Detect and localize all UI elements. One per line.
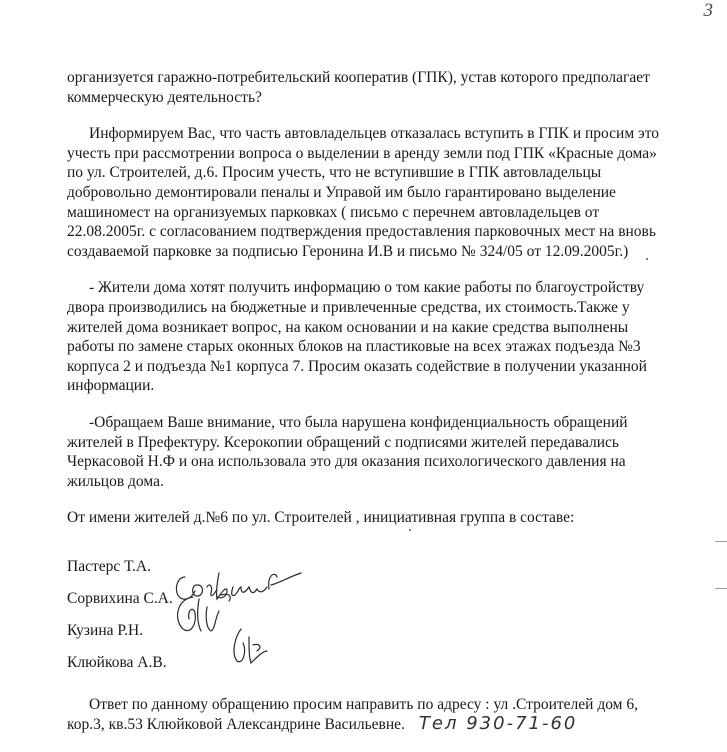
paragraph-initiative-group: От имени жителей д.№6 по ул. Строителей , инициативная группа в составе: [67,509,575,527]
signer-name: Пастерс Т.А. [67,558,151,576]
paragraph-works-info: - Жители дома хотят получить информацию о том какие работы по благоустройству двора производились на бюджетные и привлеченные средства, их стоимость.Также у жителей дома возникает вопрос, на каком основании и на какие средства выполнены работы по замене старых оконных блоков на пластиковые на всех этажах подъезда №3 корпуса 2 и подъезда №1 корпуса 7. Просим оказать содействие в получении указанной информации. [67,279,647,395]
signer-row [67,609,663,641]
signer-row [67,577,663,609]
signer-row [67,641,663,673]
scan-edge-mark [715,588,727,589]
signer-name: Клюйкова А.В. [67,654,167,672]
answer-text: Ответ по данному обращению просим направить по адресу : ул .Строителей дом 6, кор.3, кв.53 Клюйковой Александрине Васильевне. [67,695,638,734]
scan-speck [646,258,648,260]
letter-body [67,68,663,752]
paragraph-confidentiality: -Обращаем Ваше внимание, что была нарушена конфиденциальность обращений жителей в Префектуру. Ксерокопии обращений с подписями жителей передавались Черкасовой Н.Ф и она использовала это для оказания психологического давления на жильцов дома. [67,413,628,490]
page-number: 3 [703,0,713,21]
signer-name: Кузина Р.Н. [67,622,144,640]
signer-row [67,545,663,577]
handwritten-phone: Тел 930-71-60 [418,713,578,735]
scan-edge-mark [715,541,727,542]
paragraph-cooperative: организуется гаражно-потребительский кооператив (ГПК), устав которого предполагает коммерческую деятельность? [67,69,650,106]
scan-speck [409,529,411,531]
answer-paragraph [67,695,663,735]
signers-list [67,545,663,673]
signer-name: Сорвихина С.А. [67,590,173,608]
paragraph-parking: Информируем Вас, что часть автовладельцев отказалась вступить в ГПК и просим это учесть при рассмотрении вопроса о выделении в аренду земли под ГПК «Красные дома» по ул. Строителей, д.6. Просим учесть, что не вступившие в ГПК автовладельцы добровольно демонтировали пеналы и Управой им было гарантировано выделение машиномест на организуемых парковках ( письмо с перечнем автовладельцев от 22.08.2005г. с согласованием подтверждения предоставления парковочных мест на вновь создаваемой парковке за подписью Геронина И.В и письмо № 324/05 от 12.09.2005г.) [67,125,660,260]
